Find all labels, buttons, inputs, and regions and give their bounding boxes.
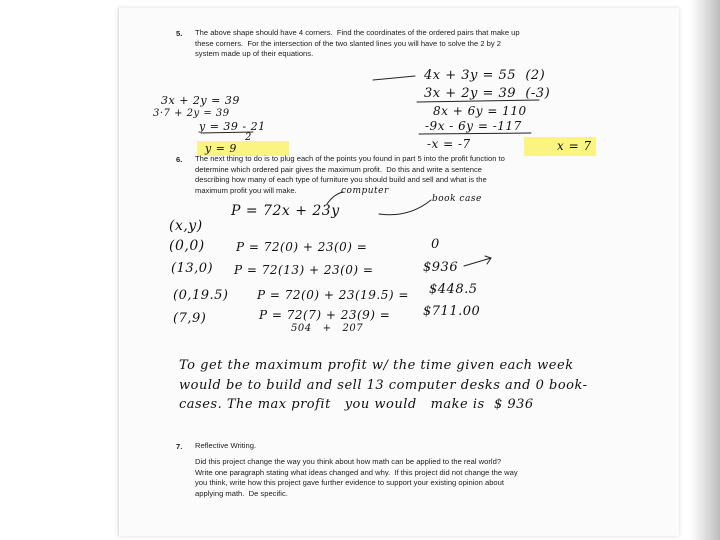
- question-5-line-1: The above shape should have 4 corners. Find the coordinates of the ordered pairs that make up: [195, 28, 520, 37]
- hw-result-4: $711.00: [423, 304, 481, 319]
- hw-calc-1: P = 72(0) + 23(0) =: [236, 240, 368, 254]
- hw-point-1: (0,0): [169, 238, 205, 254]
- question-6-line-2: determine which ordered pair gives the maximum profit. Do this and write a sentence: [195, 164, 483, 174]
- page-edge-shadow: [690, 0, 720, 540]
- hw-system-eq-5: -x = -7: [427, 137, 471, 151]
- hw-system-eq-4: -9x - 6y = -117: [425, 119, 522, 133]
- question-6-number: 6.: [176, 155, 183, 164]
- hw-row4-subtotals: 504 + 207: [291, 323, 364, 334]
- question-7-line-2: Write one paragraph stating what ideas changed and why. If this project did not change the way: [195, 467, 518, 477]
- hw-result-2: $936: [423, 260, 459, 275]
- hw-system-eq-3: 8x + 6y = 110: [433, 104, 527, 118]
- question-7-line-3: you think, write how this project gave further evidence to support your existing opinion about: [195, 478, 504, 487]
- hw-system-eq-2: 3x + 2y = 39 (-3): [424, 86, 551, 101]
- hw-left-eq-3: y = 39 - 21: [199, 120, 266, 133]
- hw-answer-line-3: cases. The max profit you would make is $ 936: [179, 397, 534, 412]
- hw-result-1: 0: [431, 237, 440, 252]
- question-5-line-2: these corners. For the intersection of the two slanted lines you will have to solve the 2 by 2: [195, 38, 502, 48]
- worksheet-page: [118, 8, 679, 536]
- hw-left-eq-4: 2: [245, 132, 252, 143]
- question-5-line-3: system made up of their equations.: [195, 49, 314, 58]
- hw-label-bookcase: book case: [432, 194, 482, 204]
- hw-left-eq-1: 3x + 2y = 39: [161, 94, 240, 107]
- question-7-line-4: applying math. De specific.: [195, 488, 288, 498]
- hw-label-computer: computer: [341, 186, 389, 196]
- hw-profit-function: P = 72x + 23y: [231, 203, 340, 219]
- question-5-number: 5.: [176, 29, 183, 38]
- hw-calc-4: P = 72(7) + 23(9) =: [259, 308, 391, 322]
- hw-point-4: (7,9): [173, 311, 207, 326]
- hw-left-y-value: y = 9: [205, 142, 237, 155]
- hw-system-eq-1: 4x + 3y = 55 (2): [424, 68, 546, 83]
- question-7-line-1: Did this project change the way you think about how math can be applied to the real world?: [195, 457, 502, 466]
- hw-left-eq-2: 3·7 + 2y = 39: [153, 108, 230, 119]
- question-6-line-1: The next thing to do is to plug each of the points you found in part 5 into the profit function to: [195, 154, 505, 163]
- question-6-line-3: describing how many of each type of furniture you should build and sell and what is the: [195, 175, 487, 184]
- hw-calc-2: P = 72(13) + 23(0) =: [234, 263, 374, 277]
- hw-point-2: (13,0): [171, 261, 214, 276]
- pen-strokes: [119, 8, 679, 536]
- hw-result-3: $448.5: [429, 282, 478, 297]
- hw-point-3: (0,19.5): [173, 288, 229, 303]
- hw-points-header: (x,y): [169, 218, 203, 234]
- question-7-title: Reflective Writing.: [195, 441, 257, 450]
- hw-answer-line-1: To get the maximum profit w/ the time given each week: [179, 358, 574, 373]
- hw-system-x-value: x = 7: [557, 139, 592, 153]
- question-7-number: 7.: [176, 442, 183, 451]
- question-6-line-4: maximum profit you will make.: [195, 185, 297, 195]
- hw-answer-line-2: would be to build and sell 13 computer desks and 0 book-: [179, 378, 588, 393]
- hw-calc-3: P = 72(0) + 23(19.5) =: [257, 288, 409, 302]
